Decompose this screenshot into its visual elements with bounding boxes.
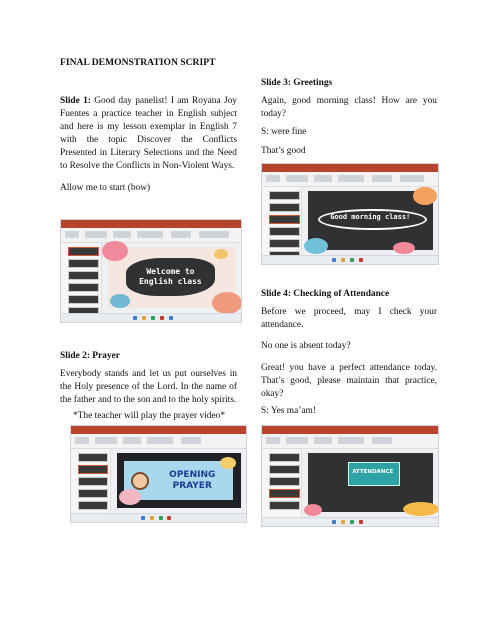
girl-avatar — [131, 472, 149, 490]
document-title: FINAL DEMONSTRATION SCRIPT — [60, 57, 216, 68]
slide4-body: Before we proceed, may I check your attendance. — [261, 307, 437, 330]
taskbar — [61, 313, 241, 322]
slide2-prayer-text: OPENING PRAYER — [169, 469, 216, 491]
ribbon-toolbar — [262, 172, 438, 187]
slide4-attendance-text: ATTENDANCE — [352, 468, 394, 475]
slide4-screenshot — [261, 425, 439, 527]
slide2-note: *The teacher will play the prayer video* — [73, 411, 226, 421]
slide4-heading: Slide 4: Checking of Attendance — [261, 289, 390, 299]
ribbon-toolbar — [71, 434, 246, 449]
slide-canvas — [308, 453, 433, 512]
slide4-line2: No one is absent today? — [261, 341, 351, 351]
slide2-heading: Slide 2: Prayer — [60, 351, 120, 361]
ribbon-title-bar — [262, 164, 438, 172]
slide4-reply: S: Yes ma’am! — [261, 406, 316, 416]
slide4-line3: Great! you have a perfect attendance today. That’s good, please maintain that practice, okay? — [261, 363, 437, 399]
ribbon-toolbar — [262, 434, 438, 449]
slide-thumbnails — [61, 243, 102, 313]
slide-thumbnails — [262, 187, 302, 255]
ribbon-title-bar — [61, 220, 241, 228]
slide1-body: Good day panelist! I am Royana Joy Fuentes a practice teacher in English subject and here is my lesson exemplar in English 7 with the topic Discover the Conflicts Presented in Literary Selections and the Need to Resolve the Conflicts in Non-Violent Ways. — [60, 96, 237, 171]
slide3-heading: Slide 3: Greetings — [261, 78, 333, 88]
slide1-welcome-text: Welcome to English class — [139, 266, 202, 286]
slide-thumbnails — [262, 449, 302, 517]
taskbar — [262, 517, 438, 526]
slide3-body: Again, good morning class! How are you today? — [261, 96, 437, 119]
slide1-screenshot — [60, 219, 242, 323]
ribbon-title-bar — [71, 426, 246, 434]
slide3-greeting-text: Good morning class! — [330, 213, 411, 222]
slide-canvas — [117, 453, 241, 508]
ribbon-toolbar — [61, 228, 241, 243]
slide1-paragraph — [60, 95, 237, 173]
slide1-heading: Slide 1: — [60, 96, 91, 106]
slide3-line3: That’s good — [261, 146, 306, 156]
slide-thumbnails — [71, 449, 111, 513]
slide3-screenshot — [261, 163, 439, 265]
slide1-line2: Allow me to start (bow) — [60, 183, 151, 193]
taskbar — [71, 513, 246, 522]
slide3-reply: S: were fine — [261, 127, 307, 137]
slide-canvas — [308, 191, 433, 250]
slide2-screenshot — [70, 425, 247, 523]
slide2-body: Everybody stands and let us put ourselves in the Holy presence of the Lord. In the name of the father and to the son and to the holy spirits. — [60, 369, 237, 405]
slide-canvas — [108, 247, 236, 308]
taskbar — [262, 255, 438, 264]
ribbon-title-bar — [262, 426, 438, 434]
